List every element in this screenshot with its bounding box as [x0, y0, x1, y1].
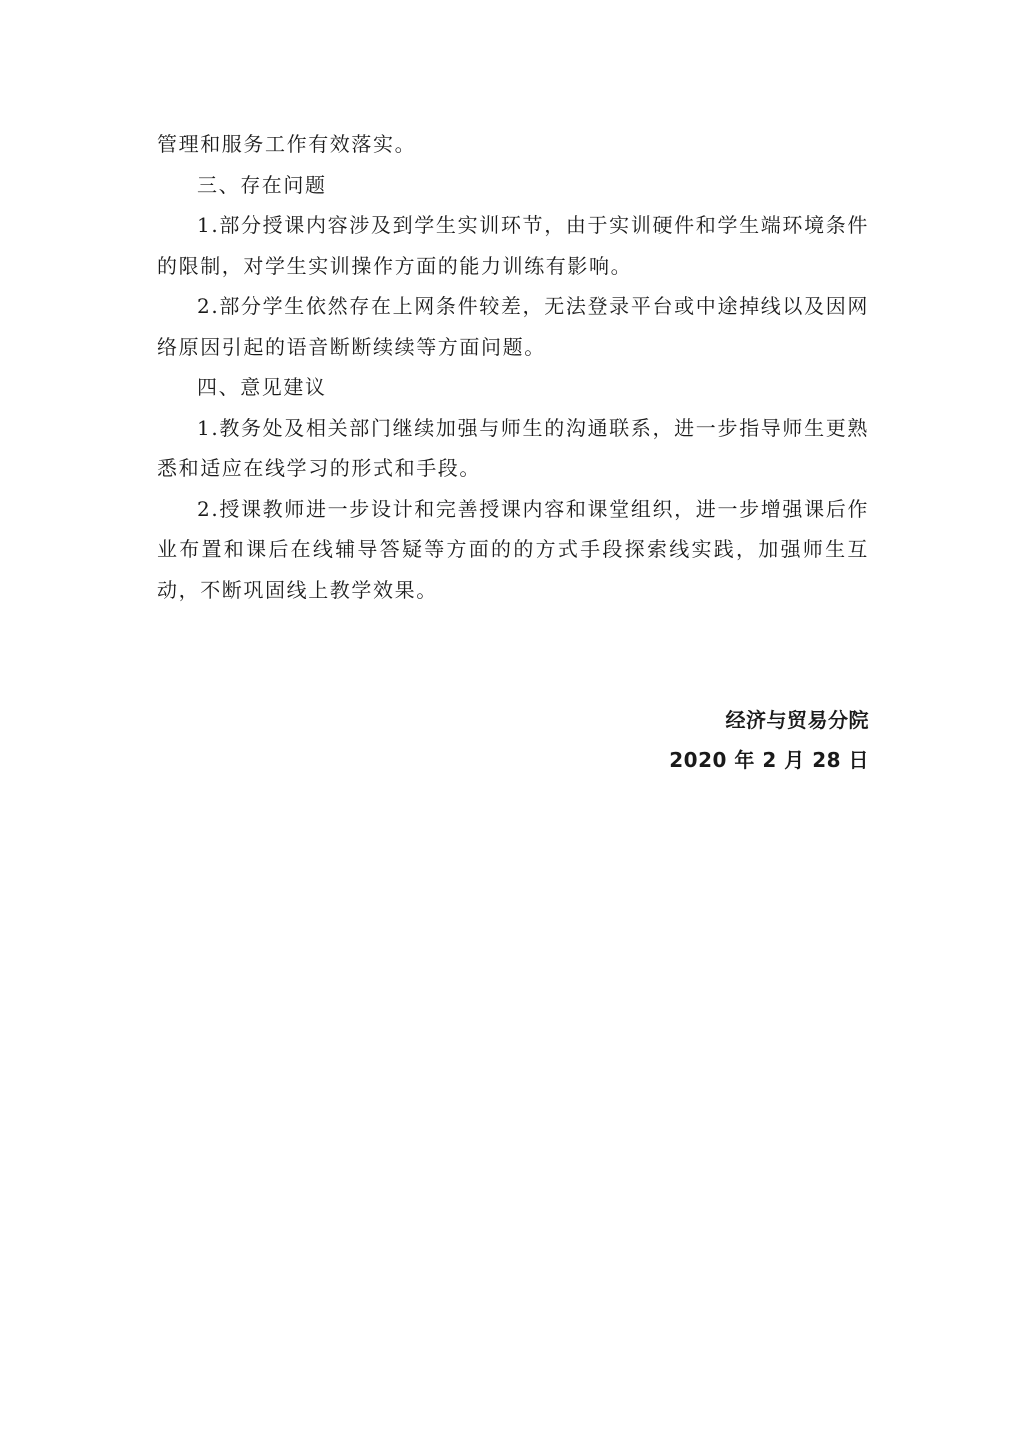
paragraph-continuation: 管理和服务工作有效落实。	[157, 132, 417, 156]
issue-item-2: 2.部分学生依然存在上网条件较差，无法登录平台或中途掉线以及因网络原因引起的语音断断续续等方面问题。	[157, 294, 869, 359]
suggestion-item-1: 1.教务处及相关部门继续加强与师生的沟通联系，进一步指导师生更熟悉和适应在线学习的形式和手段。	[157, 415, 869, 480]
signature-date: 2020 年 2 月 28 日	[669, 748, 869, 772]
section-heading-issues: 三、存在问题	[197, 172, 327, 197]
issue-item-1: 1.部分授课内容涉及到学生实训环节，由于实训硬件和学生端环境条件的限制，对学生实训操作方面的能力训练有影响。	[157, 213, 869, 278]
signature-organization: 经济与贸易分院	[725, 708, 869, 732]
document-body	[157, 124, 869, 610]
section-heading-suggestions: 四、意见建议	[197, 375, 327, 399]
suggestion-item-2: 2.授课教师进一步设计和完善授课内容和课堂组织，进一步增强课后作业布置和课后在线辅导答疑等方面的的方式手段探索线实践，加强师生互动，不断巩固线上教学效果。	[157, 496, 869, 602]
signature-block	[669, 700, 869, 780]
